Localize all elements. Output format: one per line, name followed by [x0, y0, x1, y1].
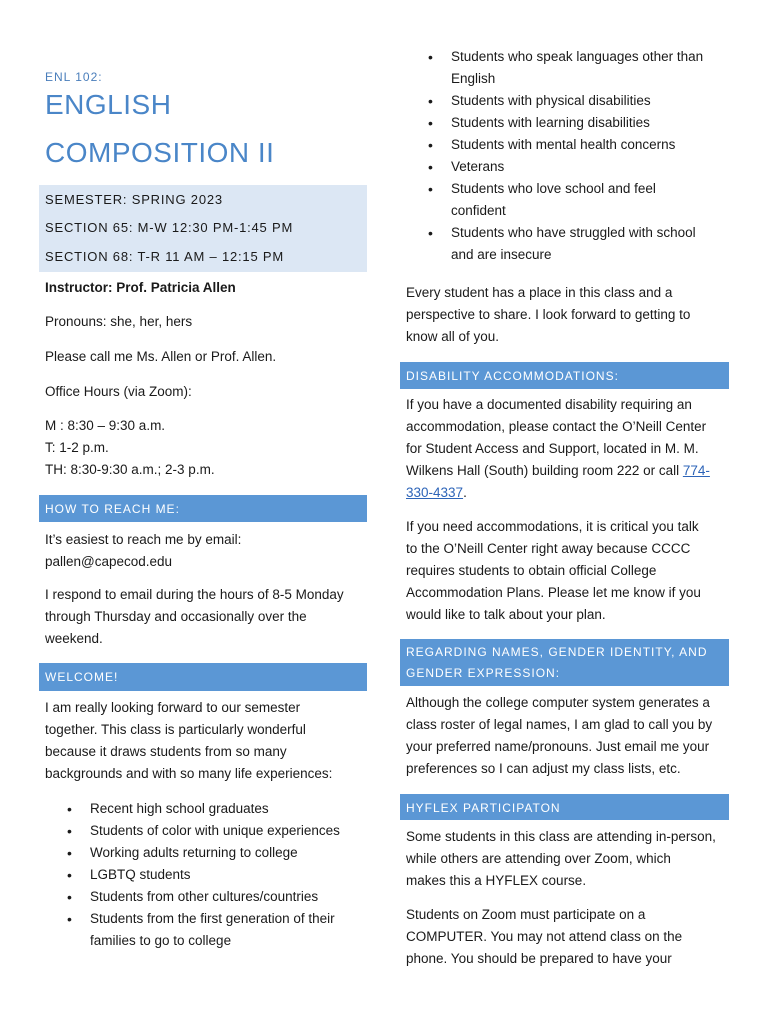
welcome-text-line1: I am really looking forward to our semester [45, 700, 301, 715]
every-student-line2: perspective to share. I look forward to getting to [406, 307, 691, 322]
reach-respond-line1: I respond to email during the hours of 8-5 Monday [45, 587, 344, 602]
office-hours-label: Office Hours (via Zoom): [45, 384, 192, 399]
list-item: • Students from other cultures/countries [45, 886, 367, 908]
semester-box [39, 185, 367, 272]
every-student-line3: know all of you. [406, 329, 500, 344]
instructor-name: Instructor: Prof. Patricia Allen [45, 280, 236, 295]
list-item: • Students who love school and feel [406, 178, 729, 200]
student-list-left [45, 798, 367, 952]
phone-link-part1[interactable]: 774- [682, 463, 710, 478]
names-heading [400, 639, 729, 686]
call-me-text: Please call me Ms. Allen or Prof. Allen. [45, 349, 277, 364]
semester-text: SEMESTER: SPRING 2023 [45, 192, 223, 207]
pronouns-text: Pronouns: she, her, hers [45, 314, 193, 329]
names-heading-line1: REGARDING NAMES, GENDER IDENTITY, AND [406, 645, 708, 659]
section-65-text: SECTION 65: M-W 12:30 PM-1:45 PM [45, 220, 294, 235]
names-line1: Although the college computer system generates a [406, 695, 710, 710]
disability-p2-line1: If you need accommodations, it is critical you talk [406, 519, 699, 534]
welcome-text-line2: together. This class is particularly wonderful [45, 722, 306, 737]
list-item: • Students with learning disabilities [406, 112, 729, 134]
disability-p2-line4: Accommodation Plans. Please let me know if you [406, 585, 701, 600]
hyflex-p1-line2: while others are attending over Zoom, which [406, 851, 671, 866]
list-item: • LGBTQ students [45, 864, 367, 886]
reach-respond-line3: weekend. [45, 631, 103, 646]
how-to-reach-heading: HOW TO REACH ME: [39, 495, 367, 522]
list-item: • Students with mental health concerns [406, 134, 729, 156]
list-item: • Working adults returning to college [45, 842, 367, 864]
names-line3: your preferred name/pronouns. Just email me your [406, 739, 710, 754]
phone-link-part2[interactable]: 330-4337 [406, 485, 464, 500]
disability-p1-line1: If you have a documented disability requiring an [406, 397, 692, 412]
list-item: • Veterans [406, 156, 729, 178]
disability-p1-line3: for Student Access and Support, located in M. M. [406, 441, 699, 456]
hyflex-p2-line3: phone. You should be prepared to have your [406, 951, 672, 966]
hyflex-p2-line2: COMPUTER. You may not attend class on the [406, 929, 683, 944]
list-item-continued: confident [451, 203, 506, 218]
disability-p1-line4-text: Wilkens Hall (South) building room 222 or call [406, 463, 683, 478]
names-line4: preferences so I can adjust my class lists, etc. [406, 761, 681, 776]
names-line2: class roster of legal names, I am glad to call you by [406, 717, 713, 732]
course-code: ENL 102: [45, 70, 103, 84]
list-item: • Students who speak languages other than [406, 46, 729, 68]
hyflex-heading: HYFLEX PARTICIPATON [400, 794, 729, 820]
hyflex-p1-line1: Some students in this class are attending in-person, [406, 829, 716, 844]
every-student-line1: Every student has a place in this class and a [406, 285, 673, 300]
disability-p1-line4 [406, 460, 729, 482]
list-item: • Students with physical disabilities [406, 90, 729, 112]
welcome-text-line4: backgrounds and with so many life experiences: [45, 766, 333, 781]
reach-email-line1: It’s easiest to reach me by email: [45, 532, 242, 547]
list-item: • Students from the first generation of their [45, 908, 367, 930]
disability-p1-line5 [406, 482, 729, 504]
section-68-text: SECTION 68: T-R 11 AM – 12:15 PM [45, 249, 284, 264]
list-item-continued: English [451, 71, 496, 86]
page-title-line2: COMPOSITION II [45, 137, 275, 168]
welcome-text-line3: because it draws students from so many [45, 744, 287, 759]
disability-p2-line2: to the O’Neill Center right away because CCCC [406, 541, 691, 556]
disability-p2-line5: would like to talk about your plan. [406, 607, 606, 622]
list-item-continued: families to go to college [90, 933, 232, 948]
welcome-heading: WELCOME! [39, 663, 367, 691]
hyflex-p1-line3: makes this a HYFLEX course. [406, 873, 587, 888]
disability-p1-end: . [463, 485, 467, 500]
office-hours-thursday: TH: 8:30-9:30 a.m.; 2-3 p.m. [45, 462, 215, 477]
list-item: • Recent high school graduates [45, 798, 367, 820]
list-item-continued: and are insecure [451, 247, 552, 262]
disability-p2-line3: requires students to obtain official College [406, 563, 657, 578]
disability-p1-line2: accommodation, please contact the O’Neill Center [406, 419, 707, 434]
reach-email-address[interactable]: pallen@capecod.edu [45, 554, 173, 569]
reach-respond-line2: through Thursday and occasionally over the [45, 609, 307, 624]
list-item: • Students who have struggled with school [406, 222, 729, 244]
disability-heading: DISABILITY ACCOMMODATIONS: [400, 362, 729, 389]
names-heading-line2: GENDER EXPRESSION: [406, 666, 561, 680]
page-title-line1: ENGLISH [45, 89, 172, 120]
student-list-right [406, 46, 729, 266]
hyflex-p2-line1: Students on Zoom must participate on a [406, 907, 646, 922]
list-item: • Students of color with unique experiences [45, 820, 367, 842]
office-hours-tuesday: T: 1-2 p.m. [45, 440, 109, 455]
office-hours-monday: M : 8:30 – 9:30 a.m. [45, 418, 166, 433]
